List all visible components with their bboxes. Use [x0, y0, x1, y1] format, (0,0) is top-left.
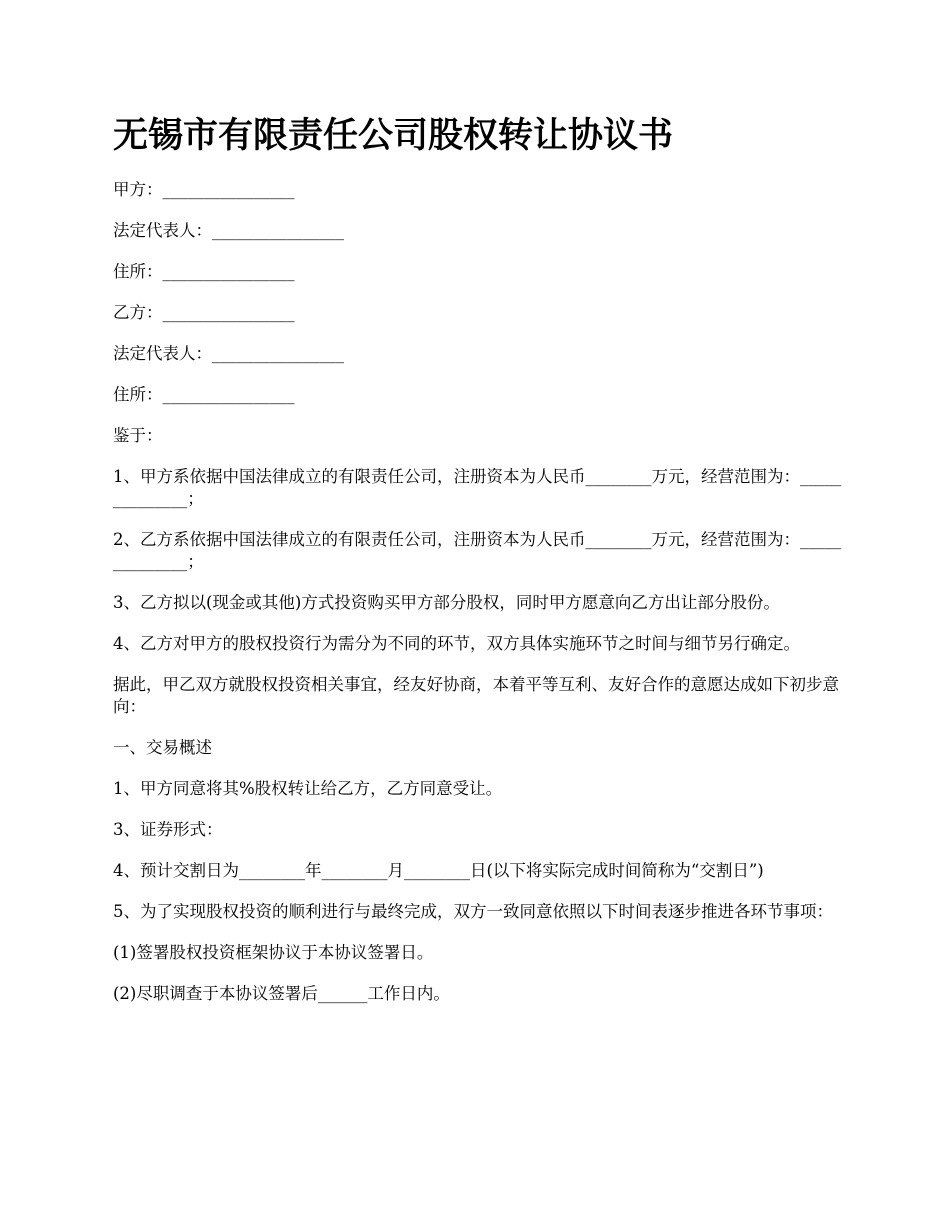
clause-3: 3、证券形式： — [113, 820, 223, 839]
clause-4: 4、预计交割日为________年________月________日(以下将实际完成时间简称为“交割日”) — [113, 861, 764, 880]
party-a-legal-rep-line: 法定代表人：________________ — [113, 221, 344, 240]
whereas-clause-4: 4、乙方对甲方的股权投资行为需分为不同的环节，双方具体实施环节之时间与细节另行确定。 — [113, 634, 800, 653]
whereas-clause-1: 1、甲方系依据中国法律成立的有限责任公司，注册资本为人民币________万元，经营范围为：______________； — [113, 467, 842, 508]
whereas-heading: 鉴于： — [113, 426, 163, 445]
document-page — [113, 112, 843, 1024]
schedule-item-2: (2)尽职调查于本协议签署后______工作日内。 — [113, 984, 450, 1003]
whereas-clause-2: 2、乙方系依据中国法律成立的有限责任公司，注册资本为人民币________万元，经营范围为：______________； — [113, 530, 842, 571]
party-b-line: 乙方：________________ — [113, 303, 295, 322]
clause-1: 1、甲方同意将其%股权转让给乙方，乙方同意受让。 — [113, 779, 503, 798]
party-a-line: 甲方：________________ — [113, 180, 295, 199]
whereas-clause-3: 3、乙方拟以(现金或其他)方式投资购买甲方部分股权，同时甲方愿意向乙方出让部分股份。 — [113, 593, 780, 612]
preamble-paragraph: 据此，甲乙双方就股权投资相关事宜，经友好协商，本着平等互利、友好合作的意愿达成如下初步意向： — [113, 675, 839, 716]
party-b-legal-rep-line: 法定代表人：________________ — [113, 344, 344, 363]
party-a-address-line: 住所：________________ — [113, 262, 295, 281]
clause-5: 5、为了实现股权投资的顺利进行与最终完成，双方一致同意依照以下时间表逐步推进各环节事项： — [113, 902, 833, 921]
section-heading-transaction-overview: 一、交易概述 — [113, 738, 212, 757]
party-b-address-line: 住所：________________ — [113, 385, 295, 404]
document-title: 无锡市有限责任公司股权转让协议书 — [113, 116, 674, 156]
schedule-item-1: (1)签署股权投资框架协议于本协议签署日。 — [113, 943, 434, 962]
